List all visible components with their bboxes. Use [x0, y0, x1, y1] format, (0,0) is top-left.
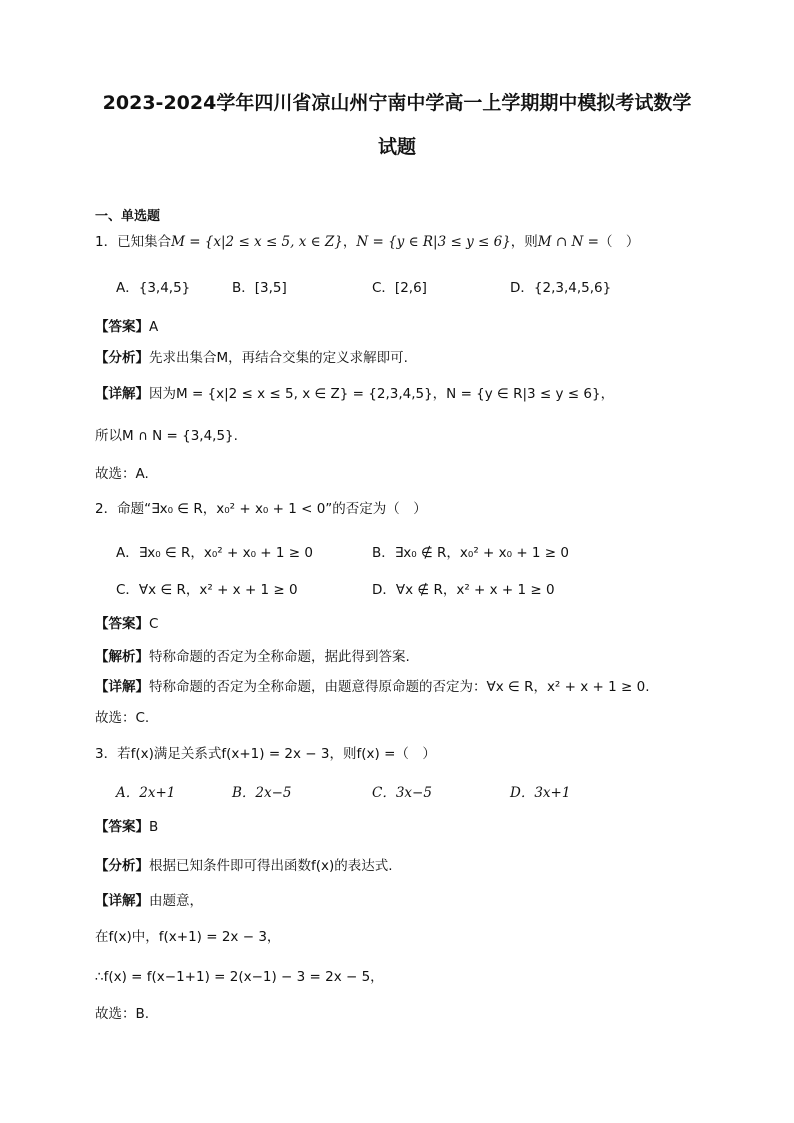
page-title: 2023-2024学年四川省凉山州宁南中学高一上学期期中模拟考试数学 — [102, 92, 692, 114]
page-title-line2: 试题 — [377, 136, 416, 158]
q1-detail-line2: 所以M ∩ N = {3,4,5}. — [95, 428, 238, 444]
q1-paren: （ ） — [598, 234, 640, 250]
q2-option-c: C．∀x ∈ R，x² + x + 1 ≥ 0 — [116, 582, 298, 598]
q3-option-b: B．2x−5 — [232, 785, 292, 801]
q3-line2: ∴f(x) = f(x−1+1) = 2(x−1) − 3 = 2x − 5， — [95, 969, 384, 985]
q3-analysis-text: 根据已知条件即可得出函数f(x)的表达式. — [149, 858, 393, 874]
q1-answer — [95, 318, 158, 336]
q2-option-b: B．∃x₀ ∉ R，x₀² + x₀ + 1 ≥ 0 — [372, 545, 569, 561]
q1-detail — [95, 385, 614, 403]
q1-sep: ， — [342, 234, 357, 250]
q3-stem: 3．若f(x)满足关系式f(x+1) = 2x − 3，则f(x) =（ ） — [95, 746, 436, 762]
q3-detail-text: 由题意， — [149, 893, 203, 909]
answer-label: 【答案】 — [95, 319, 149, 335]
q1-analysis-text: 先求出集合M，再结合交集的定义求解即可. — [149, 350, 408, 366]
q1-option-b: B．[3,5] — [232, 280, 287, 296]
q2-detail-text: 特称命题的否定为全称命题，由题意得原命题的否定为：∀x ∈ R，x² + x + 1 ≥ 0. — [149, 679, 650, 695]
detail-label: 【详解】 — [95, 679, 149, 695]
q3-detail — [95, 892, 203, 910]
parse-label: 【解析】 — [95, 649, 149, 665]
q2-parse — [95, 648, 410, 666]
q2-option-a: A．∃x₀ ∈ R，x₀² + x₀ + 1 ≥ 0 — [116, 545, 313, 561]
analysis-label: 【分析】 — [95, 858, 149, 874]
q2-answer — [95, 615, 158, 633]
q3-line1: 在f(x)中，f(x+1) = 2x − 3， — [95, 929, 281, 945]
answer-label: 【答案】 — [95, 819, 149, 835]
q3-option-c: C．3x−5 — [372, 785, 432, 801]
q1-choice: 故选：A. — [95, 466, 149, 482]
answer-label: 【答案】 — [95, 616, 149, 632]
q3-analysis — [95, 857, 393, 875]
q1-option-c: C．[2,6] — [372, 280, 427, 296]
q3-answer-value: B — [149, 819, 159, 835]
q2-choice: 故选：C. — [95, 710, 150, 726]
detail-label: 【详解】 — [95, 893, 149, 909]
q1-set-n: N = {y ∈ R|3 ≤ y ≤ 6} — [356, 234, 511, 250]
q1-intersection: M ∩ N = — [537, 234, 599, 250]
q1-option-d: D．{2,3,4,5,6} — [510, 280, 612, 296]
q2-detail — [95, 678, 650, 696]
q2-answer-value: C — [149, 616, 159, 632]
q3-option-a: A．2x+1 — [116, 785, 176, 801]
q1-option-a: A．{3,4,5} — [116, 280, 191, 296]
q3-option-d: D．3x+1 — [510, 785, 571, 801]
q1-set-m: M = {x|2 ≤ x ≤ 5, x ∈ Z} — [171, 234, 343, 250]
q3-choice: 故选：B. — [95, 1006, 150, 1022]
q1-detail-text: 因为M = {x|2 ≤ x ≤ 5, x ∈ Z} = {2,3,4,5}，N = {y ∈ R|3 ≤ y ≤ 6}， — [149, 386, 615, 402]
q1-analysis — [95, 349, 408, 367]
q2-stem: 2．命题“∃x₀ ∈ R，x₀² + x₀ + 1 < 0”的否定为（ ） — [95, 501, 427, 517]
analysis-label: 【分析】 — [95, 350, 149, 366]
q1-stem-prefix: 1．已知集合 — [95, 234, 172, 250]
q2-parse-text: 特称命题的否定为全称命题，据此得到答案. — [149, 649, 410, 665]
section-heading: 一、单选题 — [95, 209, 161, 224]
q3-answer — [95, 818, 158, 836]
q1-stem-mid: ，则 — [510, 234, 538, 250]
q2-option-d: D．∀x ∉ R，x² + x + 1 ≥ 0 — [372, 582, 555, 598]
q1-stem — [95, 233, 639, 251]
q1-answer-value: A — [149, 319, 159, 335]
detail-label: 【详解】 — [95, 386, 149, 402]
